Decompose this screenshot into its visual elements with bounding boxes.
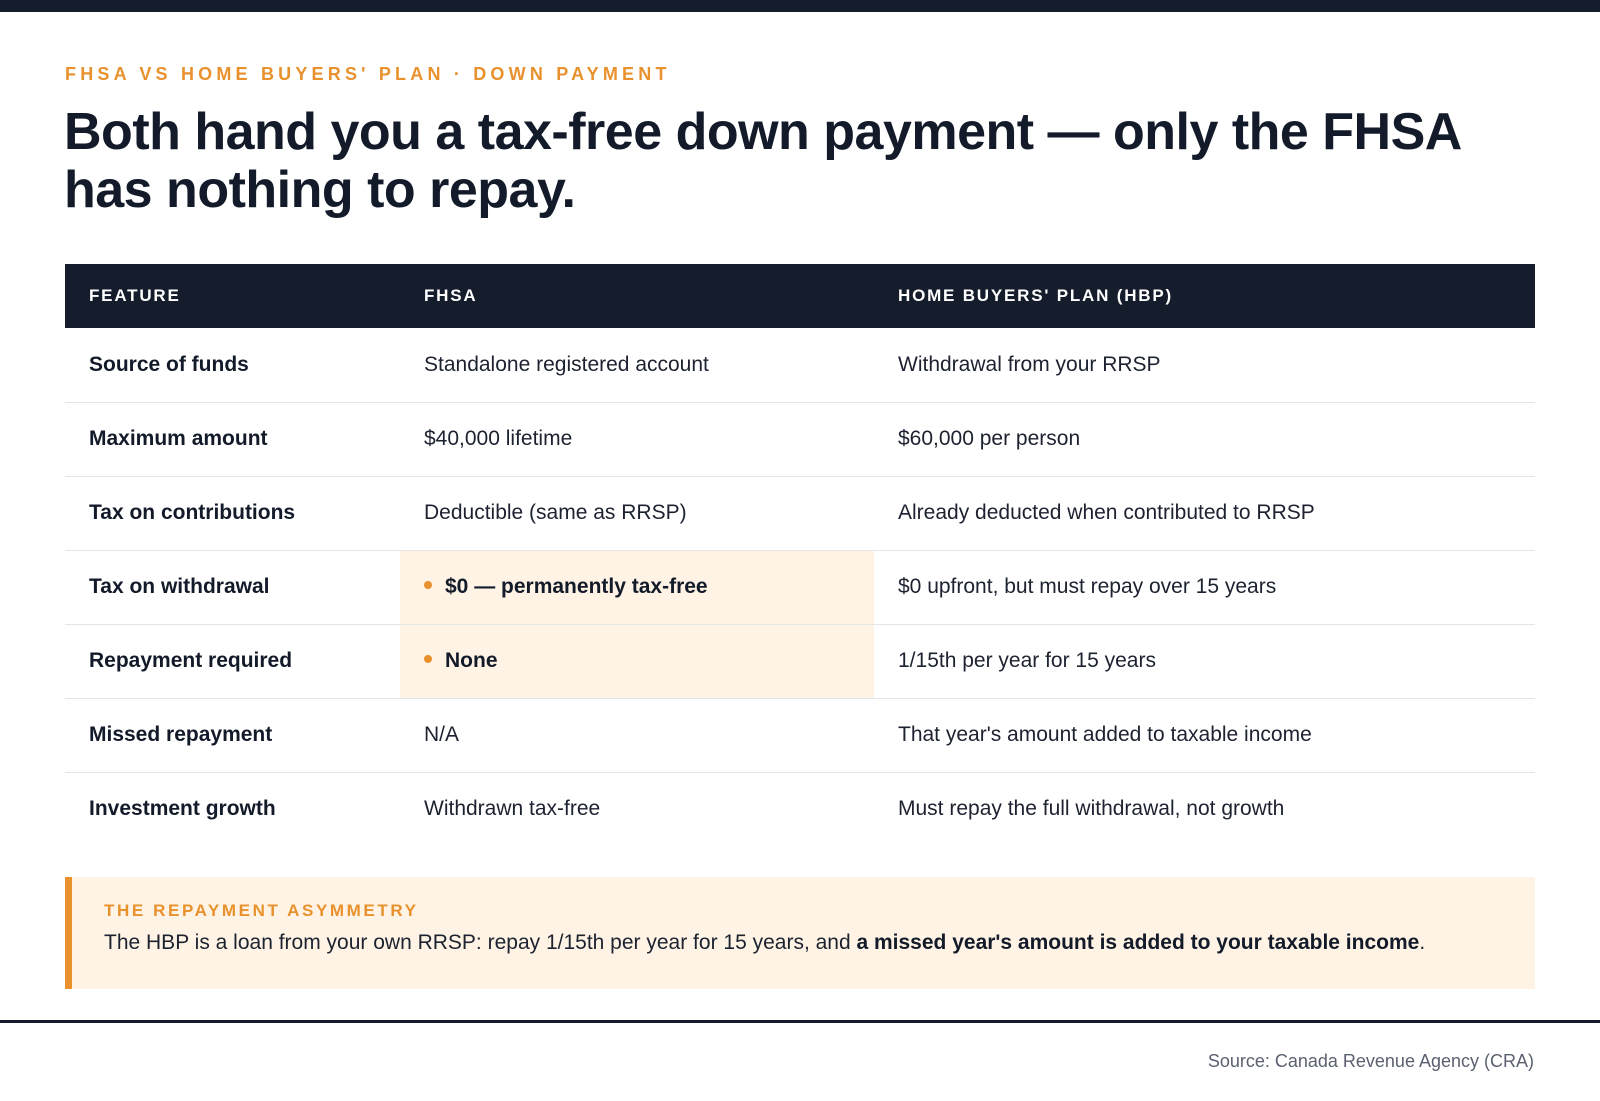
fhsa-cell: Deductible (same as RRSP) bbox=[424, 501, 687, 524]
header-feature: FEATURE bbox=[89, 286, 181, 305]
headline: Both hand you a tax-free down payment — only the FHSA has nothing to repay. bbox=[64, 103, 1460, 219]
feature-cell: Tax on contributions bbox=[89, 501, 296, 524]
hbp-cell: Already deducted when contributed to RRSP bbox=[898, 501, 1315, 524]
hbp-cell: $60,000 per person bbox=[898, 427, 1081, 450]
fhsa-cell: Standalone registered account bbox=[424, 352, 709, 376]
table-header-row bbox=[65, 264, 1535, 328]
source-note: Source: Canada Revenue Agency (CRA) bbox=[1207, 1051, 1534, 1071]
callout-text bbox=[104, 931, 1535, 955]
bottom-rule bbox=[0, 1020, 1600, 1023]
feature-cell: Tax on withdrawal bbox=[89, 575, 270, 598]
fhsa-highlight-cell bbox=[400, 624, 874, 698]
bullet-dot-icon bbox=[424, 581, 432, 589]
fhsa-highlight-cell bbox=[400, 550, 874, 624]
feature-cell: Repayment required bbox=[89, 649, 293, 672]
table-row bbox=[65, 624, 1535, 698]
hbp-cell: 1/15th per year for 15 years bbox=[898, 649, 1156, 672]
table-row bbox=[65, 550, 1535, 624]
comparison-table bbox=[65, 264, 1535, 846]
comparison-table-wrap bbox=[65, 264, 1535, 846]
hbp-cell: Must repay the full withdrawal, not growth bbox=[898, 797, 1285, 821]
callout-text-bold: a missed year's amount is added to your taxable income bbox=[856, 931, 1420, 954]
bullet-dot-icon bbox=[424, 655, 432, 663]
feature-cell: Investment growth bbox=[89, 797, 276, 821]
table-row bbox=[65, 328, 1535, 402]
table-row bbox=[65, 476, 1535, 550]
hbp-cell: $0 upfront, but must repay over 15 years bbox=[898, 575, 1277, 598]
header-fhsa: FHSA bbox=[424, 286, 478, 305]
feature-cell: Missed repayment bbox=[89, 723, 273, 746]
table-row bbox=[65, 402, 1535, 476]
header-hbp: HOME BUYERS' PLAN (HBP) bbox=[898, 286, 1173, 305]
top-bar bbox=[0, 0, 1600, 12]
callout-box bbox=[65, 877, 1535, 989]
eyebrow: FHSA VS HOME BUYERS' PLAN · DOWN PAYMENT bbox=[65, 64, 671, 84]
fhsa-cell: Withdrawn tax-free bbox=[424, 797, 601, 821]
fhsa-cell: N/A bbox=[424, 723, 460, 746]
fhsa-cell: $40,000 lifetime bbox=[424, 427, 573, 450]
hbp-cell: That year's amount added to taxable income bbox=[898, 723, 1312, 746]
hbp-cell: Withdrawal from your RRSP bbox=[898, 352, 1161, 376]
feature-cell: Maximum amount bbox=[89, 427, 268, 450]
table-row bbox=[65, 698, 1535, 772]
feature-cell: Source of funds bbox=[89, 352, 249, 376]
table-row bbox=[65, 772, 1535, 846]
fhsa-highlight-text: None bbox=[445, 649, 498, 672]
callout-text-plain: The HBP is a loan from your own RRSP: repay 1/15th per year for 15 years, and bbox=[104, 931, 857, 954]
fhsa-highlight-text: $0 — permanently tax-free bbox=[445, 575, 708, 598]
callout-label: THE REPAYMENT ASYMMETRY bbox=[104, 901, 419, 920]
callout-text-end: . bbox=[1419, 931, 1426, 954]
